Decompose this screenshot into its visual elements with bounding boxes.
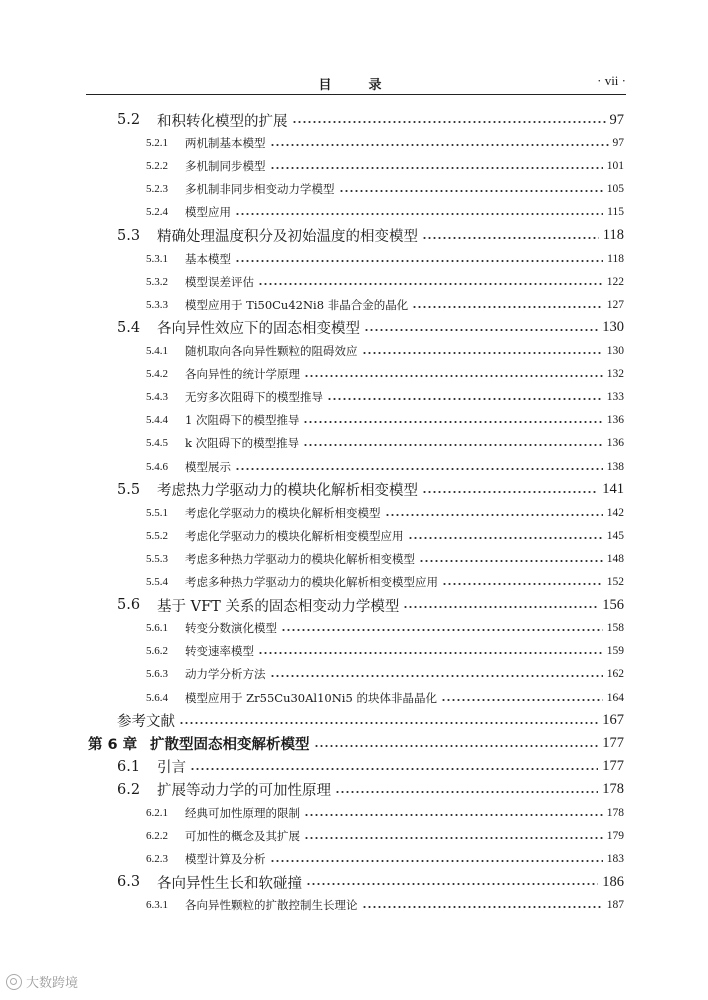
toc-entry-title: 模型应用于 Ti50Cu42Ni8 非晶合金的晶化 bbox=[185, 297, 409, 312]
toc-entry-page: 132 bbox=[606, 368, 624, 381]
toc-entry-number: 5.6.2 bbox=[146, 645, 168, 658]
toc-entry-title: 转变分数演化模型 bbox=[185, 621, 277, 636]
toc-leader-dots bbox=[303, 444, 603, 446]
toc-entry-title: 模型计算及分析 bbox=[185, 852, 266, 867]
toc-entry-page: 164 bbox=[606, 691, 624, 704]
toc-entry-page: 177 bbox=[602, 735, 624, 752]
toc-entry-title: 可加性的概念及其扩展 bbox=[185, 829, 300, 844]
toc-entry-title: 模型应用 bbox=[185, 205, 231, 220]
toc-entry-number: 6.3 bbox=[117, 874, 141, 891]
toc-entry-number: 5.4 bbox=[117, 319, 141, 336]
toc-leader-dots bbox=[385, 514, 603, 516]
toc-entry bbox=[146, 457, 624, 477]
toc-entry-page: 136 bbox=[606, 437, 624, 450]
toc-entry-number: 5.3.3 bbox=[146, 298, 168, 311]
toc-entry bbox=[146, 618, 624, 638]
toc-entry-number: 5.5 bbox=[117, 481, 141, 498]
toc-leader-dots bbox=[314, 745, 599, 747]
toc-entry bbox=[146, 641, 624, 661]
toc-leader-dots bbox=[303, 421, 602, 423]
toc-leader-dots bbox=[258, 283, 603, 285]
toc-entry-page: 138 bbox=[606, 460, 624, 473]
toc-entry-page: 118 bbox=[602, 227, 624, 243]
toc-entry-page: 178 bbox=[606, 807, 624, 819]
toc-entry-title: k 次阻碍下的模型推导 bbox=[185, 436, 300, 451]
toc-entry-number: 5.3.2 bbox=[146, 275, 168, 288]
toc-entry-number: 5.4.2 bbox=[146, 368, 168, 381]
toc-leader-dots bbox=[270, 860, 603, 862]
toc-entry-number: 6.3.1 bbox=[146, 899, 168, 912]
toc-leader-dots bbox=[304, 837, 603, 839]
toc-entry-page: 148 bbox=[606, 552, 624, 565]
toc-entry-page: 136 bbox=[606, 414, 624, 427]
toc-entry-title: 无穷多次阻碍下的模型推导 bbox=[185, 390, 323, 405]
toc-entry-title: 参考文献 bbox=[117, 714, 175, 731]
toc-entry bbox=[146, 503, 624, 523]
toc-entry-number: 6.2.1 bbox=[146, 807, 168, 819]
toc-entry-title: 1 次阻碍下的模型推导 bbox=[185, 413, 300, 428]
toc-entry-title: 考虑化学驱动力的模块化解析相变模型应用 bbox=[185, 528, 404, 543]
toc-entry bbox=[146, 410, 624, 430]
toc-entry-title: 扩展等动力学的可加性原理 bbox=[157, 783, 331, 800]
toc-entry bbox=[117, 595, 624, 615]
toc-entry bbox=[117, 872, 624, 892]
toc-entry-number: 5.6.4 bbox=[146, 691, 168, 704]
toc-entry-page: 105 bbox=[606, 183, 624, 196]
toc-entry bbox=[146, 826, 624, 846]
toc-leader-dots bbox=[235, 468, 603, 470]
toc-entry-number: 5.3.1 bbox=[146, 252, 168, 265]
toc-entry-page: 186 bbox=[602, 873, 624, 890]
toc-entry-title: 各向异性效应下的固态相变模型 bbox=[157, 321, 360, 338]
toc-entry bbox=[146, 133, 624, 153]
toc-entry-title: 考虑多种热力学驱动力的模块化解析相变模型应用 bbox=[185, 575, 438, 589]
toc-entry-page: 178 bbox=[602, 781, 624, 798]
toc-entry-page: 133 bbox=[606, 391, 624, 404]
toc-entry-title: 扩散型固态相变解析模型 bbox=[150, 737, 310, 754]
toc-entry-title: 基于 VFT 关系的固态相变动力学模型 bbox=[157, 598, 400, 615]
toc-entry-page: 122 bbox=[606, 275, 624, 288]
toc-entry bbox=[146, 895, 624, 915]
toc-entry bbox=[117, 757, 624, 777]
toc-leader-dots bbox=[408, 537, 603, 539]
toc-entry-number: 5.6.3 bbox=[146, 668, 168, 681]
toc-leader-dots bbox=[419, 560, 603, 562]
toc-entry bbox=[146, 179, 624, 199]
toc-leader-dots bbox=[441, 699, 603, 701]
toc-entry bbox=[117, 711, 624, 731]
toc-entry-number: 6.1 bbox=[117, 758, 141, 775]
toc-entry-title: 转变速率模型 bbox=[185, 644, 254, 659]
toc-entry-page: 130 bbox=[606, 345, 624, 357]
header-page-number: · vii · bbox=[597, 73, 626, 88]
toc-entry-title: 考虑化学驱动力的模块化解析相变模型 bbox=[185, 505, 381, 520]
toc-entry-number: 5.4.3 bbox=[146, 391, 168, 404]
toc-leader-dots bbox=[335, 791, 598, 793]
toc-entry-title: 随机取向各向异性颗粒的阻碍效应 bbox=[185, 344, 358, 358]
toc-entry-title: 精确处理温度积分及初始温度的相变模型 bbox=[157, 229, 418, 245]
toc-leader-dots bbox=[190, 768, 598, 770]
toc-entry-title: 各向异性颗粒的扩散控制生长理论 bbox=[185, 898, 358, 913]
toc-entry-title: 考虑热力学驱动力的模块化解析相变模型 bbox=[157, 483, 418, 500]
toc-entry-number: 5.5.3 bbox=[146, 552, 168, 565]
toc-entry-number: 5.4.6 bbox=[146, 460, 168, 473]
toc-leader-dots bbox=[235, 260, 603, 262]
toc-entry bbox=[117, 780, 624, 800]
toc-entry bbox=[88, 734, 624, 754]
toc-entry-title: 和积转化模型的扩展 bbox=[157, 113, 288, 130]
watermark bbox=[6, 972, 78, 991]
toc-entry bbox=[146, 849, 624, 869]
toc-entry-page: 97 bbox=[612, 137, 624, 150]
toc-entry-page: 183 bbox=[606, 853, 624, 866]
toc-entry-page: 101 bbox=[606, 160, 624, 173]
toc-entry bbox=[117, 318, 624, 338]
toc-entry-page: 130 bbox=[602, 319, 624, 336]
toc-leader-dots bbox=[422, 237, 599, 239]
toc-entry-page: 118 bbox=[607, 252, 624, 265]
toc-entry-title: 各向异性的统计学原理 bbox=[185, 367, 300, 382]
toc-entry-page: 179 bbox=[606, 830, 624, 843]
toc-entry-number: 5.2 bbox=[117, 112, 141, 128]
toc-entry-title: 动力学分析方法 bbox=[185, 667, 266, 682]
toc-entry bbox=[146, 664, 624, 684]
toc-entry-page: 97 bbox=[609, 111, 624, 128]
toc-entry-number: 5.2.1 bbox=[146, 137, 168, 150]
toc-entry-page: 141 bbox=[602, 481, 624, 498]
toc-entry-page: 158 bbox=[606, 622, 624, 635]
toc-entry-number: 5.2.4 bbox=[146, 206, 168, 219]
toc-entry-title: 各向异性生长和软碰撞 bbox=[157, 875, 302, 892]
toc-leader-dots bbox=[270, 675, 603, 677]
toc-entry-page: 127 bbox=[606, 298, 624, 311]
toc-entry-title: 两机制基本模型 bbox=[185, 136, 266, 151]
toc-entry-number: 5.5.2 bbox=[146, 529, 168, 542]
toc-entry-page: 152 bbox=[606, 576, 624, 588]
toc-entry-number: 5.2.2 bbox=[146, 160, 168, 173]
toc-leader-dots bbox=[270, 167, 603, 169]
toc-entry-title: 模型误差评估 bbox=[185, 274, 254, 289]
toc-entry-number: 5.6.1 bbox=[146, 622, 168, 635]
toc-entry-number: 5.5.1 bbox=[146, 506, 168, 519]
toc-entry-number: 5.4.1 bbox=[146, 345, 168, 357]
toc-entry-page: 177 bbox=[602, 758, 624, 775]
toc-leader-dots bbox=[412, 306, 603, 308]
toc-leader-dots bbox=[179, 722, 598, 724]
toc-leader-dots bbox=[364, 329, 598, 331]
toc-entry bbox=[146, 572, 624, 592]
toc-leader-dots bbox=[442, 583, 603, 585]
toc-entry bbox=[117, 226, 624, 246]
toc-entry-page: 162 bbox=[606, 668, 624, 681]
toc-entry-title: 引言 bbox=[157, 760, 186, 777]
toc-leader-dots bbox=[362, 352, 603, 354]
toc-entry-page: 187 bbox=[606, 899, 624, 912]
toc-entry-title: 考虑多种热力学驱动力的模块化解析相变模型 bbox=[185, 551, 415, 566]
toc-leader-dots bbox=[339, 190, 603, 192]
toc-leader-dots bbox=[270, 144, 609, 146]
toc-entry bbox=[146, 688, 624, 708]
toc-entry bbox=[146, 433, 624, 453]
toc-entry-number: 5.4.5 bbox=[146, 437, 168, 450]
toc-leader-dots bbox=[403, 606, 598, 608]
toc-entry-title: 模型展示 bbox=[185, 459, 231, 474]
toc-entry bbox=[146, 387, 624, 407]
toc-leader-dots bbox=[292, 121, 606, 123]
toc-entry bbox=[146, 364, 624, 384]
watermark-logo-icon bbox=[6, 974, 22, 990]
toc-entry-title: 多机制同步模型 bbox=[185, 159, 266, 174]
toc-entry-number: 第 6 章 bbox=[88, 737, 138, 754]
toc-leader-dots bbox=[235, 213, 603, 215]
toc-entry bbox=[146, 295, 624, 315]
toc-leader-dots bbox=[422, 491, 598, 493]
running-header bbox=[86, 74, 626, 95]
toc-entry-number: 5.6 bbox=[117, 597, 141, 614]
watermark-text: 大数跨境 bbox=[26, 976, 79, 991]
toc-entry-number: 6.2.3 bbox=[146, 853, 168, 866]
toc-leader-dots bbox=[304, 375, 603, 377]
toc-entry-title: 多机制非同步相变动力学模型 bbox=[185, 182, 335, 197]
toc-entry bbox=[146, 249, 624, 269]
toc-leader-dots bbox=[327, 398, 603, 400]
header-title: 目 录 bbox=[318, 78, 394, 93]
toc-leader-dots bbox=[281, 629, 603, 631]
toc-entry bbox=[146, 341, 624, 361]
toc-leader-dots bbox=[306, 883, 598, 885]
toc-entry bbox=[146, 526, 624, 546]
toc-entry-number: 5.2.3 bbox=[146, 183, 168, 196]
toc-entry-page: 145 bbox=[606, 529, 624, 542]
toc-entry bbox=[117, 480, 624, 500]
toc-leader-dots bbox=[304, 814, 603, 816]
toc-entry bbox=[146, 272, 624, 292]
toc-entry-title: 基本模型 bbox=[185, 251, 231, 266]
toc-entry-number: 6.2.2 bbox=[146, 830, 168, 843]
toc-entry-number: 5.4.4 bbox=[146, 414, 168, 427]
toc-leader-dots bbox=[362, 906, 603, 908]
toc-entry-number: 6.2 bbox=[117, 781, 141, 798]
toc-leader-dots bbox=[258, 652, 603, 654]
toc-entry-number: 5.5.4 bbox=[146, 576, 168, 588]
toc-entry-number: 5.3 bbox=[117, 227, 141, 244]
toc-entry bbox=[117, 110, 624, 130]
toc-entry bbox=[146, 202, 624, 222]
toc-entry-title: 模型应用于 Zr55Cu30Al10Ni5 的块体非晶晶化 bbox=[185, 690, 437, 705]
toc-entry-page: 167 bbox=[602, 712, 624, 729]
toc-entry bbox=[146, 803, 624, 823]
toc-entry-page: 159 bbox=[606, 645, 624, 658]
toc-entry-title: 经典可加性原理的限制 bbox=[185, 806, 300, 820]
toc-entry bbox=[146, 156, 624, 176]
toc-entry-page: 156 bbox=[602, 596, 624, 613]
toc-entry-page: 115 bbox=[607, 206, 624, 219]
toc-entry-page: 142 bbox=[606, 506, 624, 519]
toc-entry bbox=[146, 549, 624, 569]
